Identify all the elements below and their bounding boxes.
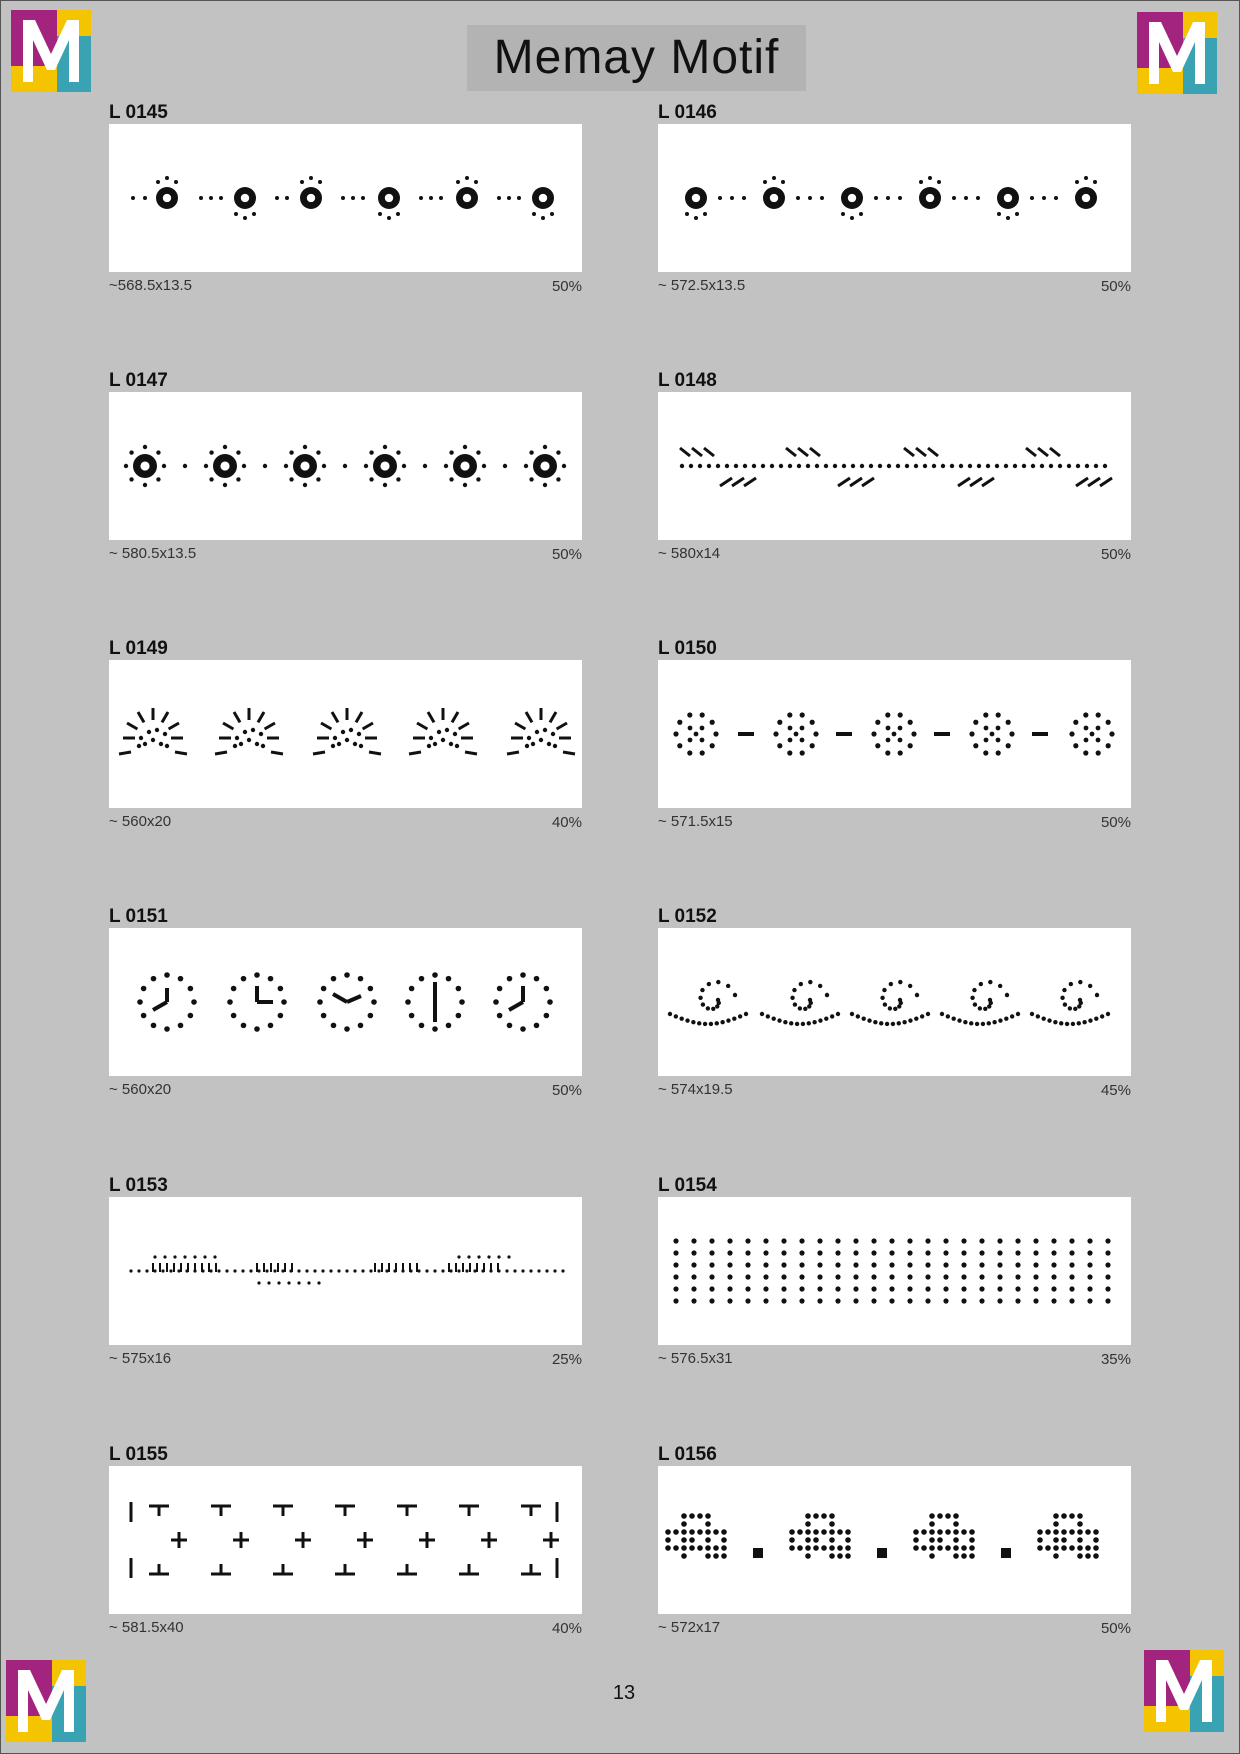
motif-preview — [109, 928, 582, 1076]
motif-preview — [658, 124, 1131, 272]
logo-top-left — [11, 10, 91, 92]
motif-code: L 0149 — [109, 638, 168, 659]
motif-size: ~ 571.5x15 — [658, 813, 733, 830]
motif-size: ~ 581.5x40 — [109, 1619, 184, 1636]
motif-size: ~ 575x16 — [109, 1350, 172, 1367]
page-number: 13 — [612, 1682, 636, 1704]
brand-logo-icon — [1137, 12, 1217, 94]
motif-scale: 50% — [1100, 278, 1131, 295]
page-title: Memay Motif — [467, 25, 806, 91]
motif-size: ~ 572x17 — [658, 1619, 721, 1636]
motif-size: ~ 574x19.5 — [658, 1081, 733, 1098]
motif-preview — [109, 124, 582, 272]
motif-pattern-icon — [658, 1197, 1131, 1345]
motif-pattern-icon — [658, 124, 1131, 272]
motif-scale: 50% — [1100, 1620, 1131, 1637]
brand-logo-icon — [6, 1660, 86, 1742]
motif-code: L 0148 — [658, 370, 717, 391]
motif-preview — [109, 392, 582, 540]
motif-scale: 50% — [551, 546, 582, 563]
motif-size: ~ 580x14 — [658, 545, 721, 562]
motif-pattern-icon — [109, 928, 582, 1076]
motif-preview — [658, 392, 1131, 540]
motif-code: L 0146 — [658, 102, 717, 123]
motif-size: ~568.5x13.5 — [109, 277, 192, 294]
motif-scale: 45% — [1100, 1082, 1131, 1099]
motif-size: ~ 580.5x13.5 — [109, 545, 197, 562]
motif-code: L 0151 — [109, 906, 168, 927]
motif-scale: 35% — [1100, 1351, 1131, 1368]
motif-preview — [109, 660, 582, 808]
motif-pattern-icon — [109, 392, 582, 540]
motif-code: L 0152 — [658, 906, 717, 927]
motif-pattern-icon — [658, 928, 1131, 1076]
motif-pattern-icon — [109, 1197, 582, 1345]
motif-code: L 0150 — [658, 638, 717, 659]
brand-logo-icon — [11, 10, 91, 92]
motif-scale: 50% — [551, 1082, 582, 1099]
motif-scale: 40% — [551, 814, 582, 831]
motif-preview — [658, 928, 1131, 1076]
motif-preview — [109, 1197, 582, 1345]
motif-pattern-icon — [658, 1466, 1131, 1614]
motif-pattern-icon — [658, 392, 1131, 540]
motif-code: L 0147 — [109, 370, 168, 391]
motif-code: L 0156 — [658, 1444, 717, 1465]
motif-scale: 50% — [1100, 814, 1131, 831]
motif-scale: 40% — [551, 1620, 582, 1637]
motif-size: ~ 572.5x13.5 — [658, 277, 746, 294]
motif-code: L 0154 — [658, 1175, 717, 1196]
motif-pattern-icon — [109, 660, 582, 808]
motif-preview — [658, 660, 1131, 808]
motif-scale: 25% — [551, 1351, 582, 1368]
motif-code: L 0155 — [109, 1444, 168, 1465]
motif-pattern-icon — [109, 124, 582, 272]
logo-bottom-left — [6, 1660, 86, 1742]
motif-pattern-icon — [658, 660, 1131, 808]
motif-size: ~ 576.5x31 — [658, 1350, 733, 1367]
motif-preview — [658, 1466, 1131, 1614]
motif-code: L 0145 — [109, 102, 168, 123]
brand-logo-icon — [1144, 1650, 1224, 1732]
motif-pattern-icon — [109, 1466, 582, 1614]
motif-scale: 50% — [551, 278, 582, 295]
logo-bottom-right — [1144, 1650, 1224, 1732]
motif-preview — [109, 1466, 582, 1614]
logo-top-right — [1137, 12, 1217, 94]
motif-scale: 50% — [1100, 546, 1131, 563]
motif-preview — [658, 1197, 1131, 1345]
motif-code: L 0153 — [109, 1175, 168, 1196]
motif-size: ~ 560x20 — [109, 1081, 172, 1098]
motif-size: ~ 560x20 — [109, 813, 172, 830]
